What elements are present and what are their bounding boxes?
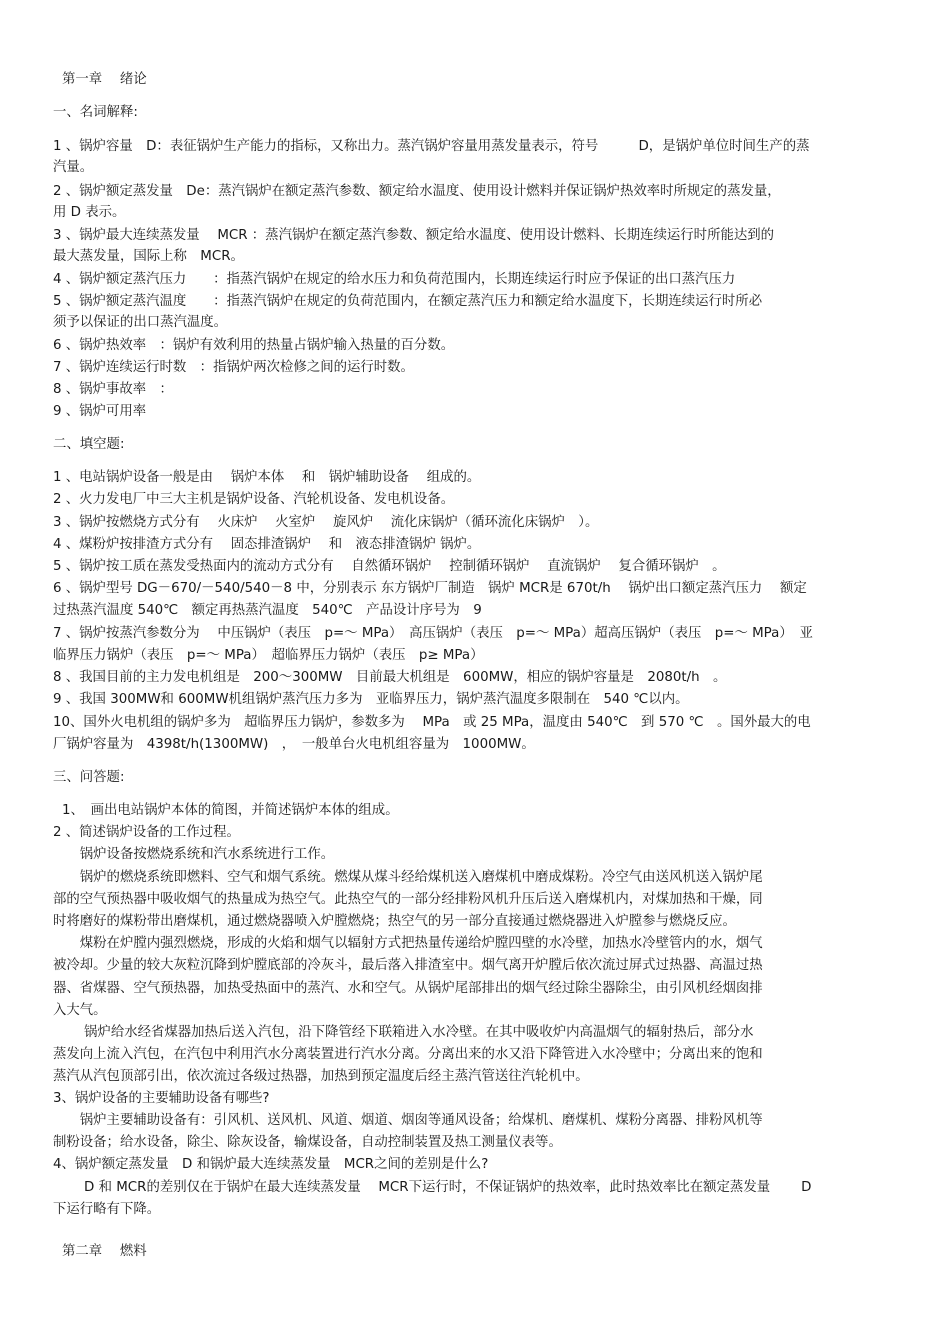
answer-line: 锅炉主要辅助设备有：引风机、送风机、风道、烟道、烟囱等通风设备；给煤机、磨煤机、煤粉分离器、排粉风机等 bbox=[53, 1113, 763, 1128]
answer-line: 器、省煤器、空气预热器，加热受热面中的蒸汽、水和空气。从锅炉尾部排出的烟气经过除尘器除尘，由引风机经烟囱排 bbox=[53, 981, 763, 996]
definition-line: 7 、锅炉连续运行时数 ：指锅炉两次检修之间的运行时数。 bbox=[53, 360, 414, 375]
answer-line: D 和 MCR的差别仅在于锅炉在最大连续蒸发量 MCR下运行时，不保证锅炉的热效率，此时热效率比在额定蒸发量 D bbox=[53, 1180, 812, 1195]
answer-line: 锅炉设备按燃烧系统和汽水系统进行工作。 bbox=[53, 847, 335, 862]
answer-line: 锅炉的燃烧系统即燃料、空气和烟气系统。燃煤从煤斗经给煤机送入磨煤机中磨成煤粉。冷空气由送风机送入锅炉尾 bbox=[53, 870, 763, 885]
answer-line: 下运行略有下降。 bbox=[53, 1202, 161, 1217]
question-2: 2 、简述锅炉设备的工作过程。 bbox=[53, 825, 240, 840]
definition-line: 6 、锅炉热效率 ：锅炉有效利用的热量占锅炉输入热量的百分数。 bbox=[53, 338, 455, 353]
fill-blank-line: 临界压力锅炉（表压 p=～ MPa） 超临界压力锅炉（表压 p≥ MPa） bbox=[53, 648, 484, 663]
definition-line: 9 、锅炉可用率 bbox=[53, 404, 147, 419]
definition-line: 1 、锅炉容量 D：表征锅炉生产能力的指标，又称出力。蒸汽锅炉容量用蒸发量表示，符号 D，是锅炉单位时间生产的蒸 bbox=[53, 139, 810, 154]
answer-line: 煤粉在炉膛内强烈燃烧，形成的火焰和烟气以辐射方式把热量传递给炉膛四壁的水冷壁，加热水冷壁管内的水，烟气 bbox=[53, 936, 763, 951]
definition-line: 最大蒸发量，国际上称 MCR。 bbox=[53, 249, 244, 264]
answer-line: 蒸发向上流入汽包，在汽包中利用汽水分离装置进行汽水分离。分离出来的水又沿下降管进入水冷壁中；分离出来的饱和 bbox=[53, 1047, 763, 1062]
fill-blank-line: 2 、火力发电厂中三大主机是锅炉设备、汽轮机设备、发电机设备。 bbox=[53, 492, 455, 507]
answer-line: 锅炉给水经省煤器加热后送入汽包，沿下降管经下联箱进入水冷壁。在其中吸收炉内高温烟气的辐射热后，部分水 bbox=[53, 1025, 754, 1040]
definition-line: 2 、锅炉额定蒸发量 De：蒸汽锅炉在额定蒸汽参数、额定给水温度、使用设计燃料并保证锅炉热效率时所规定的蒸发量， bbox=[53, 184, 781, 199]
fill-blank-line: 8 、我国目前的主力发电机组是 200～300MW 目前最大机组是 600MW，相应的锅炉容量是 2080t/h 。 bbox=[53, 670, 727, 685]
question-1: 1、 画出电站锅炉本体的简图，并简述锅炉本体的组成。 bbox=[62, 803, 399, 818]
chapter-1-title: 第一章 绪论 bbox=[62, 72, 147, 87]
answer-line: 被冷却。少量的较大灰粒沉降到炉膛底部的冷灰斗，最后落入排渣室中。烟气离开炉膛后依次流过屏式过热器、高温过热 bbox=[53, 958, 763, 973]
section-2-title: 二、填空题: bbox=[53, 437, 125, 452]
fill-blank-line: 5 、锅炉按工质在蒸发受热面内的流动方式分有 自然循环锅炉 控制循环锅炉 直流锅炉 复合循环锅炉 。 bbox=[53, 559, 726, 574]
fill-blank-line: 7 、锅炉按蒸汽参数分为 中压锅炉（表压 p=～ MPa） 高压锅炉（表压 p=～ MPa）超高压锅炉（表压 p=～ MPa） 亚 bbox=[53, 626, 813, 641]
section-3-title: 三、问答题: bbox=[53, 770, 125, 785]
fill-blank-line: 3 、锅炉按燃烧方式分有 火床炉 火室炉 旋风炉 流化床锅炉（循环流化床锅炉 ）。 bbox=[53, 515, 599, 530]
fill-blank-line: 6 、锅炉型号 DG－670/－540/540－8 中，分别表示 东方锅炉厂制造 锅炉 MCR是 670t/h 锅炉出口额定蒸汽压力 额定 bbox=[53, 581, 807, 596]
question-3: 3、锅炉设备的主要辅助设备有哪些? bbox=[53, 1091, 270, 1106]
definition-line: 8 、锅炉事故率 ： bbox=[53, 382, 173, 397]
chapter-2-title: 第二章 燃料 bbox=[62, 1244, 147, 1259]
definition-line: 用 D 表示。 bbox=[53, 205, 126, 220]
definition-line: 5 、锅炉额定蒸汽温度 ：指蒸汽锅炉在规定的负荷范围内，在额定蒸汽压力和额定给水温度下，长期连续运行时所必 bbox=[53, 294, 763, 309]
fill-blank-line: 10、国外火电机组的锅炉多为 超临界压力锅炉，参数多为 MPa 或 25 MPa，温度由 540℃ 到 570 ℃ 。国外最大的电 bbox=[53, 715, 811, 730]
answer-line: 入大气。 bbox=[53, 1003, 107, 1018]
definition-line: 3 、锅炉最大连续蒸发量 MCR ：蒸汽锅炉在额定蒸汽参数、额定给水温度、使用设计燃料、长期连续运行时所能达到的 bbox=[53, 228, 775, 243]
answer-line: 蒸汽从汽包顶部引出，依次流过各级过热器，加热到预定温度后经主蒸汽管送往汽轮机中。 bbox=[53, 1069, 589, 1084]
answer-line: 制粉设备；给水设备，除尘、除灰设备，输煤设备，自动控制装置及热工测量仪表等。 bbox=[53, 1135, 562, 1150]
fill-blank-line: 9 、我国 300MW和 600MW机组锅炉蒸汽压力多为 亚临界压力，锅炉蒸汽温度多限制在 540 ℃以内。 bbox=[53, 692, 689, 707]
fill-blank-line: 4 、煤粉炉按排渣方式分有 固态排渣锅炉 和 液态排渣锅炉 锅炉。 bbox=[53, 537, 481, 552]
section-1-title: 一、名词解释: bbox=[53, 105, 138, 120]
definition-line: 4 、锅炉额定蒸汽压力 ：指蒸汽锅炉在规定的给水压力和负荷范围内，长期连续运行时应予保证的出口蒸汽压力 bbox=[53, 272, 736, 287]
question-4: 4、锅炉额定蒸发量 D 和锅炉最大连续蒸发量 MCR之间的差别是什么? bbox=[53, 1157, 489, 1172]
definition-line: 须予以保证的出口蒸汽温度。 bbox=[53, 315, 228, 330]
definition-line: 汽量。 bbox=[53, 160, 94, 175]
fill-blank-line: 1 、电站锅炉设备一般是由 锅炉本体 和 锅炉辅助设备 组成的。 bbox=[53, 470, 481, 485]
answer-line: 时将磨好的煤粉带出磨煤机，通过燃烧器喷入炉膛燃烧；热空气的另一部分直接通过燃烧器进入炉膛参与燃烧反应。 bbox=[53, 914, 736, 929]
fill-blank-line: 过热蒸汽温度 540℃ 额定再热蒸汽温度 540℃ 产品设计序号为 9 bbox=[53, 603, 482, 618]
answer-line: 部的空气预热器中吸收烟气的热量成为热空气。此热空气的一部分经排粉风机升压后送入磨煤机内，对煤加热和干燥，同 bbox=[53, 892, 763, 907]
fill-blank-line: 厂锅炉容量为 4398t/h(1300MW) ， 一般单台火电机组容量为 1000MW。 bbox=[53, 737, 535, 752]
